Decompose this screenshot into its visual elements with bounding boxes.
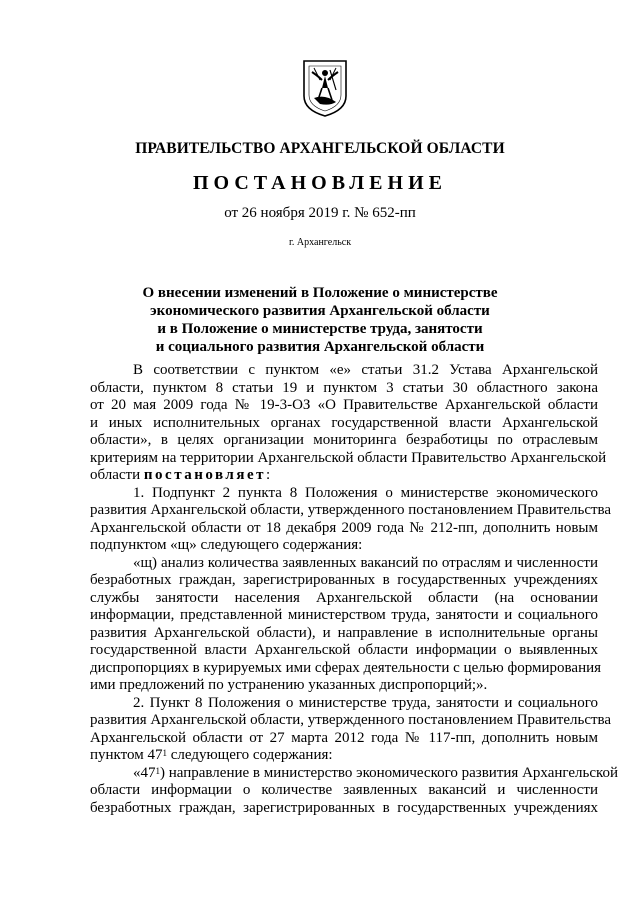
body-line: службы занятости населения Архангельской области (на основании <box>90 589 598 606</box>
body-line: развития Архангельской области), и направление в исполнительные органы <box>90 624 598 641</box>
body-line <box>90 764 619 783</box>
body-line <box>90 467 598 485</box>
body-line: развития Архангельской области, утвержденного постановлением Правительства <box>90 712 612 728</box>
body-line: информации, представленной министерством труда, занятости и социального <box>90 607 598 623</box>
body-line: подпунктом «щ» следующего содержания: <box>90 537 363 553</box>
body-line: области, пунктом 8 статьи 19 и пунктом 3 статьи 30 областного закона <box>90 379 598 396</box>
title-line: О внесении изменений в Положение о министерстве <box>142 285 498 301</box>
document-city: г. Архангельск <box>288 237 352 248</box>
body-text: : <box>266 467 271 483</box>
coat-of-arms-icon <box>300 58 350 118</box>
government-name: ПРАВИТЕЛЬСТВО АРХАНГЕЛЬСКОЙ ОБЛАСТИ <box>135 140 505 157</box>
body-line <box>90 747 598 765</box>
title-line: и в Положение о министерстве труда, занятости <box>157 321 483 337</box>
body-line: безработных граждан, зарегистрированных в государственных учреждениях <box>90 572 598 588</box>
body-line: и иных исполнительных органах государственной власти Архангельской <box>90 414 598 431</box>
body-line: В соответствии с пунктом «е» статьи 31.2 Устава Архангельской <box>133 362 598 378</box>
body-text: ) направление в министерство экономического развития Архангельской <box>160 764 619 781</box>
title-line: и социального развития Архангельской области <box>155 339 485 355</box>
body-line: от 20 мая 2009 года № 19-3-ОЗ «О Правительстве Архангельской области <box>90 397 598 413</box>
body-text: «47 <box>133 764 156 781</box>
resolves-word: постановляет <box>143 467 266 483</box>
body-line: Архангельской области от 27 марта 2012 года № 117-пп, дополнить новым <box>90 729 598 746</box>
body-line: диспропорциях в курируемых ими сферах деятельности с целью формирования <box>90 659 602 676</box>
body-line: развития Архангельской области, утвержденного постановлением Правительства <box>90 502 612 518</box>
body-text: области <box>90 467 141 483</box>
body-line: критериям на территории Архангельской области Правительство Архангельской <box>90 449 607 466</box>
body-line: 1. Подпункт 2 пункта 8 Положения о министерстве экономического <box>133 484 598 501</box>
body-line: Архангельской области от 18 декабря 2009 года № 212-пп, дополнить новым <box>90 519 598 536</box>
document-type: ПОСТАНОВЛЕНИЕ <box>193 172 447 194</box>
body-line: государственной власти Архангельской области информации о выявленных <box>90 642 598 658</box>
body-line: ими предложений по устранению указанных диспропорций;». <box>90 677 488 693</box>
title-line: экономического развития Архангельской области <box>150 303 490 319</box>
document-date-number: от 26 ноября 2019 г. № 652-пп <box>224 205 416 221</box>
body-line: безработных граждан, зарегистрированных в государственных учреждениях <box>90 799 598 816</box>
body-line: области информации о количестве заявленных вакансий и численности <box>90 782 598 798</box>
body-text: пунктом 47 <box>90 747 163 763</box>
body-text: следующего содержания: <box>166 747 333 763</box>
superscript: 1 <box>162 748 167 758</box>
body-line: области», в целях организации мониторинга безработицы по отраслевым <box>90 432 598 448</box>
body-line: «щ) анализ количества заявленных вакансий по отраслям и численности <box>133 554 598 571</box>
superscript: 1 <box>155 765 160 776</box>
document-body <box>90 362 619 817</box>
body-line: 2. Пункт 8 Положения о министерстве труда, занятости и социального <box>133 694 598 711</box>
document-title <box>0 284 640 356</box>
